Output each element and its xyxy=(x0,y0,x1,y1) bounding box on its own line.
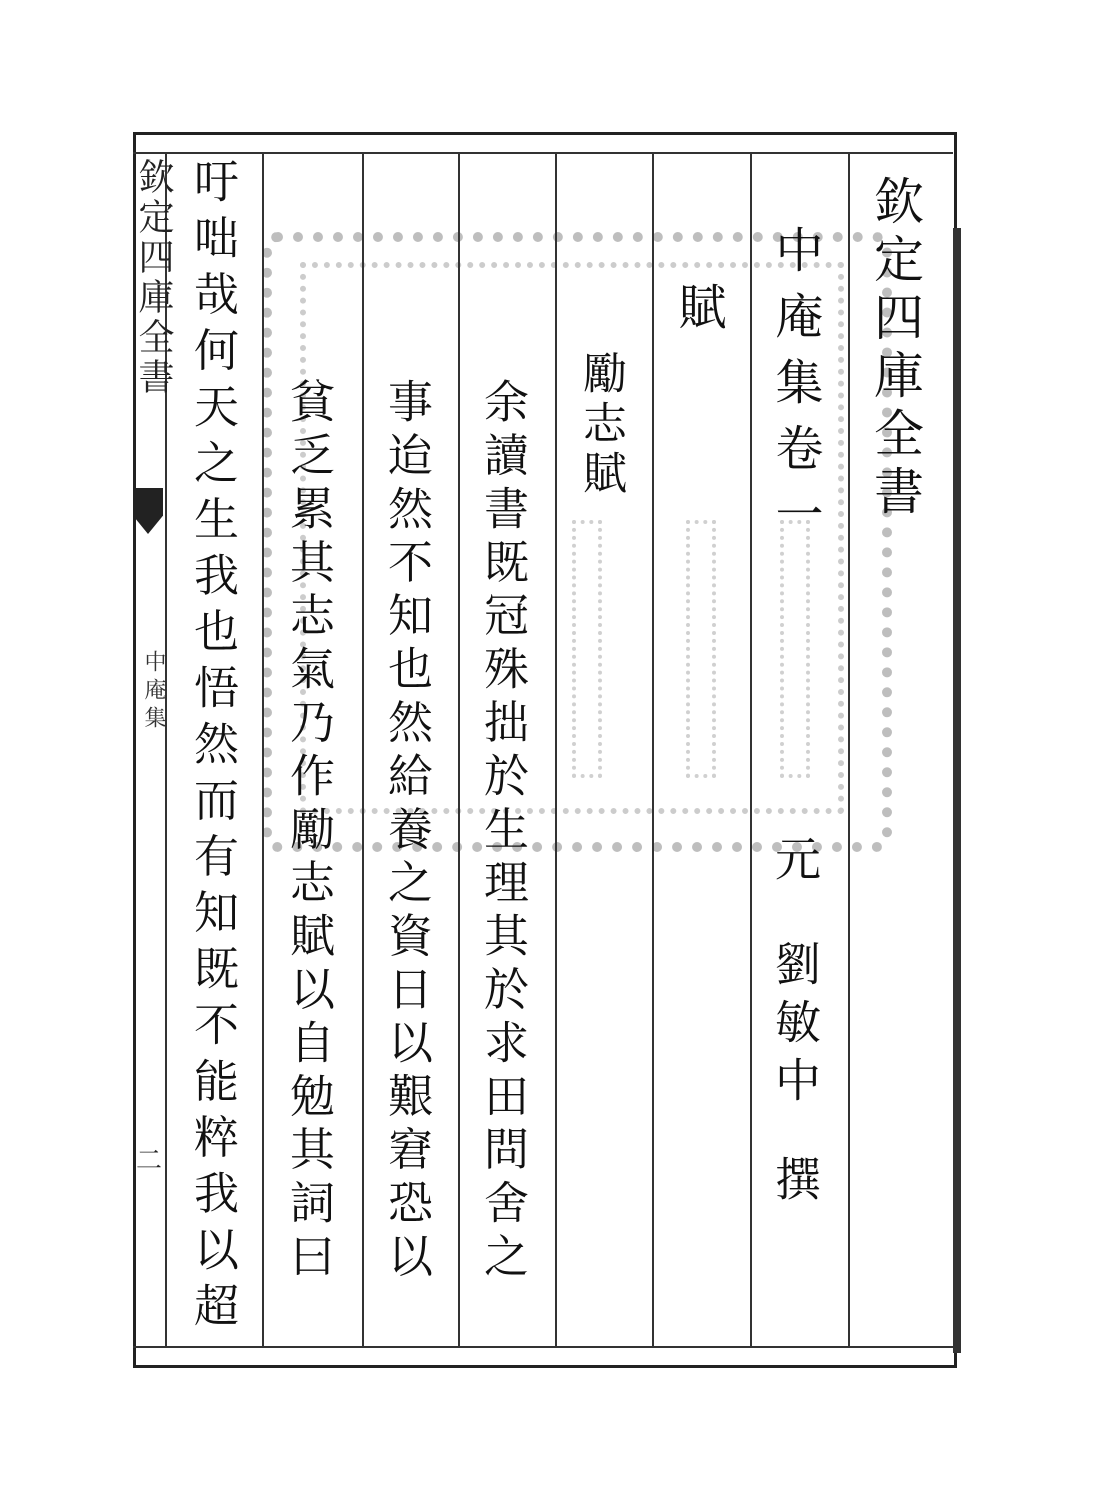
text-column-4 xyxy=(186,158,239,1339)
margin-short-title-text: 中庵集 xyxy=(141,650,166,734)
column-divider xyxy=(458,152,460,1346)
byline-dynasty: 元 xyxy=(768,835,822,881)
frame-bottom-rule xyxy=(133,1346,953,1348)
page-number: 二 xyxy=(136,1146,163,1176)
column-divider xyxy=(848,152,850,1346)
frame-top-rule xyxy=(133,152,953,154)
text-line-3: 貧乏累其志氣乃作勵志賦以自勉其詞曰 xyxy=(282,378,335,1286)
column-divider xyxy=(262,152,264,1346)
text-column-3 xyxy=(282,378,335,1286)
column-divider xyxy=(652,152,654,1346)
frame-right-bar xyxy=(953,228,961,1353)
margin-char: 欽定四庫全書 xyxy=(133,158,174,398)
seal-stroke xyxy=(686,520,716,778)
text-column-2 xyxy=(380,378,433,1286)
volume-title-text: 中庵集卷一 xyxy=(767,225,823,555)
genre-heading-text: 賦 xyxy=(670,282,726,330)
margin-book-title xyxy=(131,158,174,398)
column-divider xyxy=(362,152,364,1346)
byline-author-block xyxy=(768,940,822,1114)
text-column-1 xyxy=(476,378,529,1286)
margin-short-title xyxy=(138,650,164,734)
byline xyxy=(768,835,822,881)
byline-verb-block xyxy=(768,1155,822,1201)
byline-author: 劉敏中 xyxy=(768,940,822,1114)
column-divider xyxy=(750,152,752,1346)
text-line-2: 事迨然不知也然給養之資日以艱窘恐以 xyxy=(380,378,433,1286)
header-book-title xyxy=(866,175,924,523)
header-book-title-text: 欽定四庫全書 xyxy=(866,175,924,523)
seal-stroke xyxy=(780,520,810,778)
piece-title xyxy=(575,350,626,500)
volume-title xyxy=(767,225,823,555)
seal-stroke xyxy=(572,520,602,778)
byline-verb: 撰 xyxy=(768,1155,822,1201)
piece-title-text: 勵志賦 xyxy=(575,350,626,500)
text-line-1: 余讀書既冠殊拙於生理其於求田問舍之 xyxy=(476,378,529,1286)
column-divider xyxy=(555,152,557,1346)
text-line-4: 吁咄哉何天之生我也悟然而有知既不能粹我以超 xyxy=(186,158,239,1339)
genre-heading xyxy=(670,282,726,330)
